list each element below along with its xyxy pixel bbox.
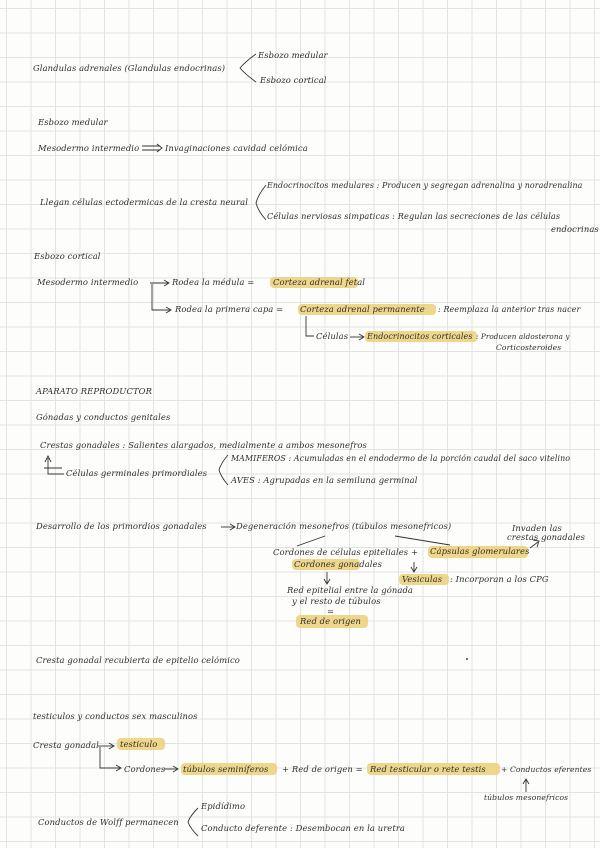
glandulas-cortical: Esbozo cortical xyxy=(260,75,327,85)
glandulas-medular: Esbozo medular xyxy=(258,50,328,60)
brace-glandulas xyxy=(240,54,256,82)
wolff-epididimo: Epidídimo xyxy=(201,801,246,811)
aparato-gonadas: Gónadas y conductos genitales xyxy=(36,412,171,422)
desarrollo-cordones: Cordones de células epiteliales + xyxy=(273,547,419,557)
desarrollo-red-1: Red epitelial entre la gónada xyxy=(287,585,414,595)
cortical-rodea-capa: Rodea la primera capa = xyxy=(175,304,284,314)
brace-llegan xyxy=(256,185,266,220)
split-right xyxy=(395,536,450,545)
aparato-aves: AVES : Agrupadas en la semiluna germinal xyxy=(231,475,418,485)
arrow-rodea-capa xyxy=(152,284,170,310)
desarrollo-invaden-1: Invaden las xyxy=(512,523,562,533)
testiculos-tubulos-mesonefricos: túbulos mesonefricos xyxy=(484,793,569,802)
cortical-producen-2: Corticosteroides xyxy=(496,343,562,352)
testiculos-conductos-eferentes: + Conductos eferentes xyxy=(501,765,592,774)
aparato-mamiferos: MAMIFEROS : Acumuladas en el endodermo de la porción caudal del saco vitelino xyxy=(231,454,571,463)
aparato-crestas: Crestas gonadales : Salientes alargados, medialmente a ambos mesonefros xyxy=(40,440,367,450)
medular-mesodermo: Mesodermo intermedio xyxy=(38,143,140,153)
desarrollo-invaden-2: crestas gonadales xyxy=(507,532,586,542)
desarrollo-red-2: y el resto de túbulos xyxy=(292,596,381,606)
cortical-endocrinocitos: Endocrinocitos corticales xyxy=(367,332,473,341)
testiculos-cresta: Cresta gonadal xyxy=(33,740,99,750)
testiculos-red-testicular: Red testicular o rete testis xyxy=(370,764,486,774)
medular-endocrinocitos: Endocrinocitos medulares : Producen y segregan adrenalina y noradrenalina xyxy=(267,181,583,190)
glandulas-title: Glandulas adrenales (Glandulas endocrinas) xyxy=(33,63,226,73)
cortical-heading: Esbozo cortical xyxy=(34,251,101,261)
brace-wolff xyxy=(188,808,198,836)
double-arrow-head xyxy=(157,144,162,152)
stray-dot xyxy=(466,658,468,660)
cortical-corteza-fetal: Corteza adrenal fetal xyxy=(273,277,366,287)
cortical-celulas: Células xyxy=(316,331,349,341)
cresta-gonadal-recubierta: Cresta gonadal recubierta de epitelio celómico xyxy=(36,655,240,665)
testiculos-testiculo: testiculo xyxy=(120,739,158,749)
cortical-rodea-medula: Rodea la médula = xyxy=(172,277,255,287)
medular-nerviosas-1: Células nerviosas simpaticas : Regulan las secreciones de las células xyxy=(267,211,561,221)
desarrollo-red-origen: Red de origen xyxy=(300,616,362,626)
desarrollo-incorporan: : Incorporan a los CPG xyxy=(450,574,549,584)
medular-nerviosas-2: endocrinas xyxy=(551,224,599,234)
testiculos-cordones: Cordones xyxy=(124,764,166,774)
arrow-cordones xyxy=(100,747,120,768)
aparato-germinales: Células germinales primordiales xyxy=(66,468,208,478)
aparato-heading: APARATO REPRODUCTOR xyxy=(36,386,153,396)
cortical-corteza-permanente: Corteza adrenal permanente xyxy=(300,304,425,314)
desarrollo-vesiculas: Vesiculas xyxy=(402,574,443,584)
desarrollo-degeneracion: Degeneración mesonefros (túbulos mesonefricos) xyxy=(236,521,452,531)
split-left xyxy=(297,536,325,546)
desarrollo-capsulas: Cápsulas glomerulares xyxy=(430,546,530,556)
desarrollo-title: Desarrollo de los primordios gonadales xyxy=(36,521,207,531)
testiculos-heading: testiculos y conductos sex masculinos xyxy=(33,711,198,721)
medular-llegan: Llegan células ectodermicas de la cresta neural xyxy=(40,197,248,207)
cortical-mesodermo: Mesodermo intermedio xyxy=(37,277,139,287)
desarrollo-equals: = xyxy=(327,606,335,616)
desarrollo-cordones-gonadales: Cordones gonadales xyxy=(294,559,383,569)
cortical-producen-1: : Producen aldosterona y xyxy=(476,332,570,341)
testiculos-red-origen: + Red de origen = xyxy=(282,764,363,774)
arrow-celulas xyxy=(306,316,314,336)
wolff-title: Conductos de Wolff permanecen xyxy=(38,817,179,827)
cortical-reemplaza: : Reemplaza la anterior tras nacer xyxy=(438,305,581,314)
medular-invaginaciones: Invaginaciones cavidad celómica xyxy=(165,143,308,153)
testiculos-tubulos: túbulos seminíferos xyxy=(183,764,269,774)
medular-heading: Esbozo medular xyxy=(38,117,108,127)
wolff-deferente: Conducto deferente : Desembocan en la uretra xyxy=(201,823,406,833)
brace-germinales xyxy=(219,455,228,485)
